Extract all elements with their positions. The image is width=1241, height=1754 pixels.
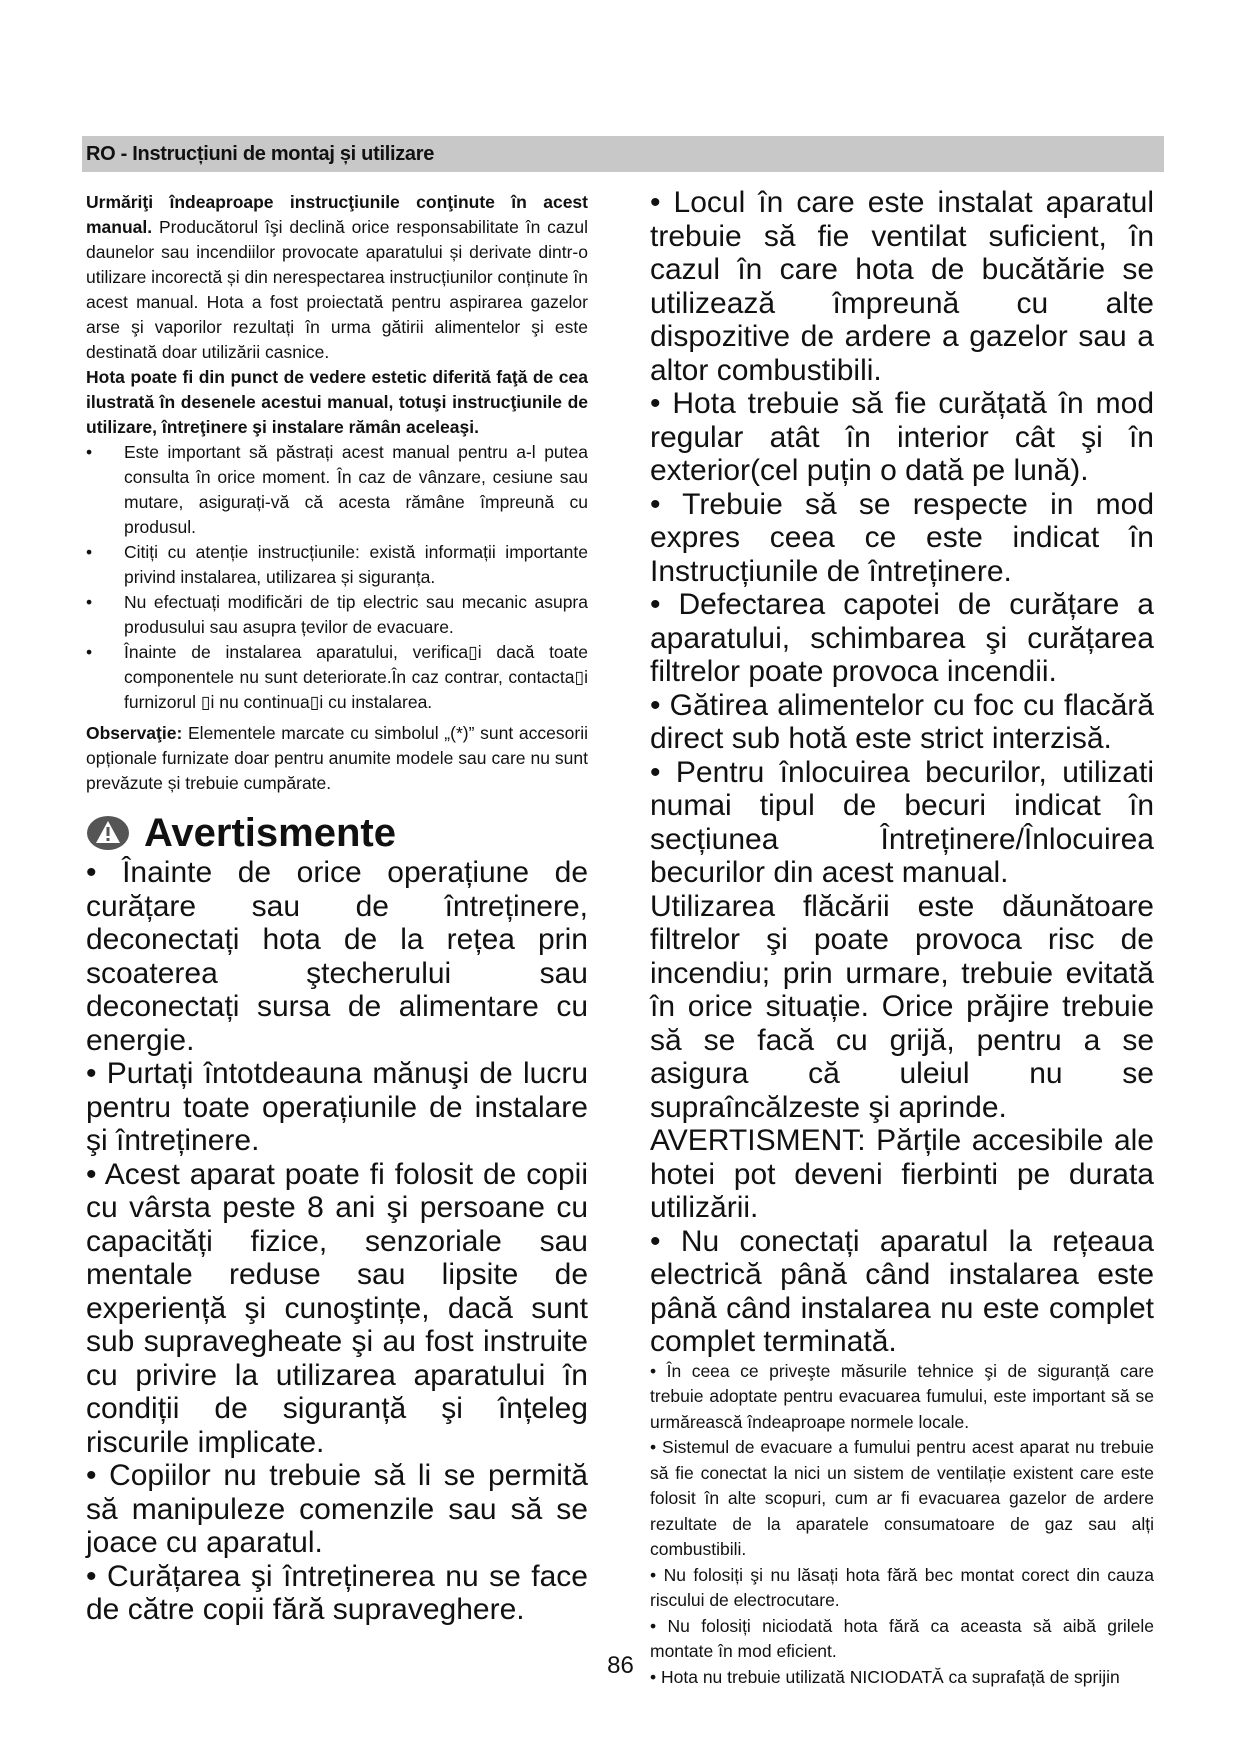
- observation-text: Elementele marcate cu simbolul „(*)” sunt accesorii opționale furnizate doar pentru anumite modele sau care nu sunt prevăzute și trebuie cumpărate.: [86, 723, 588, 793]
- info-bullet-list: [86, 440, 588, 715]
- bullet-icon: •: [86, 642, 93, 662]
- list-item: • Nu efectuați modificări de tip electric sau mecanic asupra produsului sau asupra țevilor de evacuare.: [86, 592, 588, 637]
- technical-paragraph: • Nu folosiți niciodată hota fără ca aceasta să aibă grilele montate în mod eficient.: [650, 1615, 1154, 1661]
- bullet-icon: •: [86, 542, 93, 562]
- warning-heading: [86, 810, 588, 856]
- observation-label: Observaţie:: [86, 723, 183, 743]
- safety-paragraph: • Hota trebuie să fie curățată în mod regular atât în interior cât şi în exterior(cel puțin o dată pe lună).: [650, 387, 1154, 487]
- intro-bold: Urmăriţi îndeaproape instrucţiunile conţinute în acest manual.: [86, 192, 588, 237]
- safety-paragraph: • Locul în care este instalat aparatul trebuie să fie ventilat suficient, în cazul în care hota de bucătărie se utilizează împreună cu alte dispozitive de ardere a gazelor sau a altor combustibili.: [650, 186, 1154, 387]
- page-title: RO - Instrucțiuni de montaj și utilizare: [86, 143, 435, 165]
- safety-paragraph: • Nu conectați aparatul la rețeaua electrică până când instalarea este până când instalarea nu este complet complet terminată.: [650, 1224, 1154, 1358]
- warning-item: • Înainte de orice operațiune de curățare sau de întreținere, deconectați hota de la rețea prin scoaterea ştecherului sau deconectați sursa de alimentare cu energie.: [86, 856, 588, 1057]
- safety-paragraph: • Defectarea capotei de curățare a aparatului, schimbarea şi curățarea filtrelor poate provoca incendii.: [650, 588, 1154, 688]
- bullet-icon: •: [86, 442, 93, 462]
- safety-paragraph: AVERTISMENT: Părțile accesibile ale hotei pot deveni fierbinti pe durata utilizării.: [650, 1124, 1154, 1224]
- warning-item: • Purtați întotdeauna mănuşi de lucru pentru toate operațiunile de instalare şi întreținere.: [86, 1057, 588, 1157]
- warning-item: • Copiilor nu trebuie să li se permită să manipuleze comenzile sau să se joace cu aparatul.: [86, 1459, 588, 1559]
- technical-paragraph: • Nu folosiți şi nu lăsați hota fără bec montat corect din cauza riscului de electrocutare.: [650, 1564, 1154, 1610]
- safety-paragraph: • Gătirea alimentelor cu foc cu flacără direct sub hotă este strict interzisă.: [650, 688, 1154, 755]
- safety-paragraph: Utilizarea flăcării este dăunătoare filtrelor şi poate provoca risc de incendiu; prin urmare, trebuie evitată în orice situație. Orice prăjire trebuie să se facă cu grijă, pentru a se asigura că uleiul nu se supraîncălzeste şi aprinde.: [650, 889, 1154, 1124]
- intro-text: Producătorul îşi declină orice responsabilitate în cazul daunelor sau incendiilor provocate aparatului și derivate dintr-o utilizare incorectă și din nerespectarea instrucțiunilor conținute în acest manual. Hota a fost proiectată pentru aspirarea gazelor arse şi vaporilor rezultați în urma gătirii alimentelor şi este destinată doar utilizării casnice.: [86, 217, 588, 362]
- technical-paragraph: • Sistemul de evacuare a fumului pentru acest aparat nu trebuie să fie conectat la nici un sistem de ventilație existent care este folosit în alte scopuri, cum ar fi evacuarea gazelor de ardere rezultate de la aparatele consumatoare de gaz sau alți combustibili.: [650, 1437, 1154, 1559]
- design-note: Hota poate fi din punct de vedere estetic diferită faţă de cea ilustrată în desenele acestui manual, totuşi instrucţiunile de utilizare, întreţinere şi instalare rămân aceleaşi.: [86, 367, 588, 437]
- observation-paragraph: [86, 721, 588, 796]
- safety-paragraph: • Pentru înlocuirea becurilor, utilizati numai tipul de becuri indicat în secțiunea Întreținere/Înlocuirea becurilor din acest manual.: [650, 755, 1154, 889]
- bullet-icon: •: [86, 592, 93, 612]
- technical-paragraph: • În ceea ce priveşte măsurile tehnice şi de siguranță care trebuie adoptate pentru evacuarea fumului, este important să se urmărească îndeaproape normele locale.: [650, 1360, 1154, 1432]
- list-item: • Este important să păstrați acest manual pentru a-l putea consulta în orice moment. În caz de vânzare, cesiune sau mutare, asigurați-vă că acesta rămâne împreună cu produsul.: [86, 442, 588, 537]
- intro-paragraph: [86, 190, 588, 365]
- right-column: [650, 186, 1154, 1690]
- list-item: • Citiți cu atenție instrucțiunile: există informații importante privind instalarea, utilizarea și siguranța.: [86, 542, 588, 587]
- warning-icon: [86, 815, 130, 851]
- list-item: • Înainte de instalarea aparatului, verifica▯i dacă toate componentele nu sunt deteriorate.În caz contrar, contacta▯i furnizorul ▯i nu continua▯i cu instalarea.: [86, 642, 588, 712]
- safety-paragraph: • Trebuie să se respecte in mod expres ceea ce este indicat în Instrucțiunile de întreținere.: [650, 487, 1154, 588]
- left-column: [86, 190, 588, 1627]
- warning-title: Avertismente: [144, 811, 396, 855]
- technical-paragraph: • Hota nu trebuie utilizată NICIODATĂ ca suprafață de sprijin: [650, 1666, 1120, 1687]
- warning-item: • Acest aparat poate fi folosit de copii cu vârsta peste 8 ani şi persoane cu capacități fizice, senzoriale sau mentale reduse sau lipsite de experiență şi cunoştințe, dacă sunt sub supravegheate şi au fost instruite cu privire la utilizarea aparatului în condiții de siguranță şi înțeleg riscurile implicate.: [86, 1157, 588, 1459]
- warning-item: • Curățarea şi întreținerea nu se face de către copii fără supraveghere.: [86, 1559, 588, 1626]
- page-number: 86: [607, 1652, 634, 1679]
